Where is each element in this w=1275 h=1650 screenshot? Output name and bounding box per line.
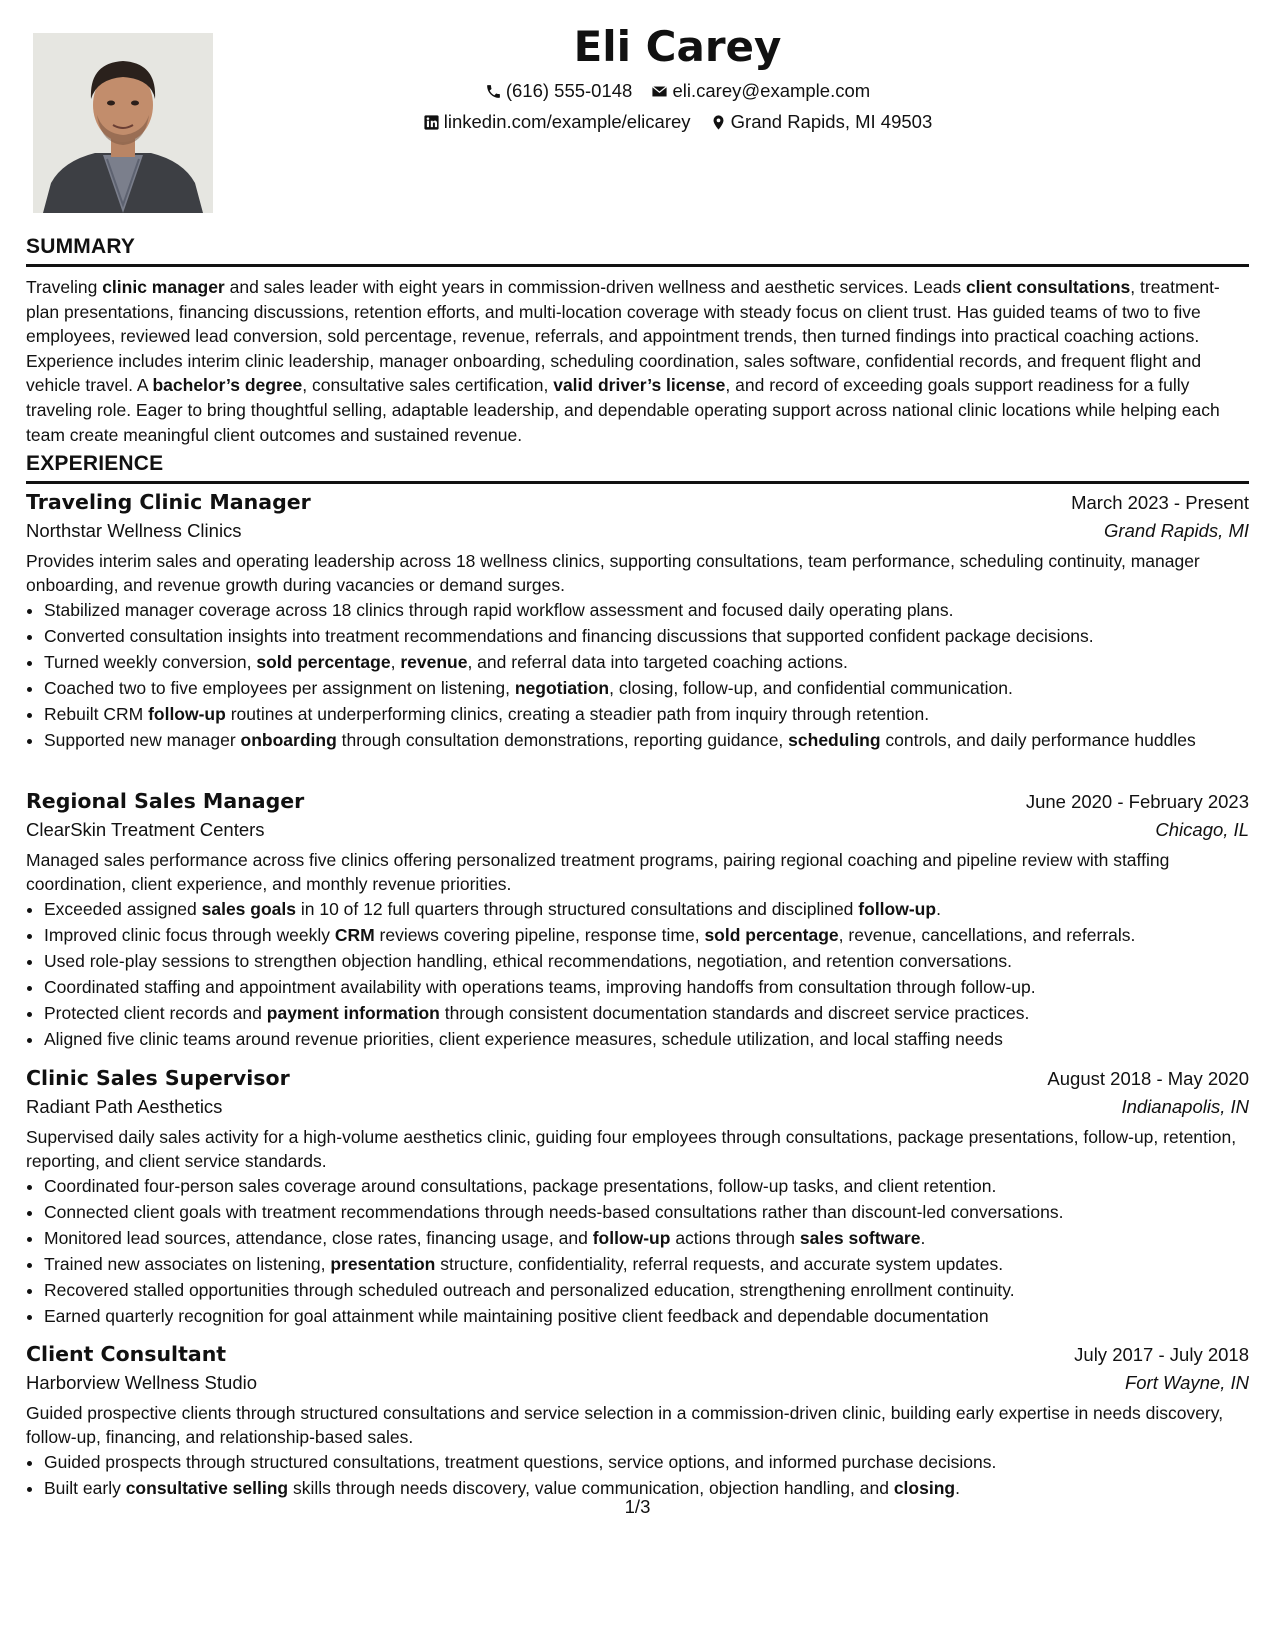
text-run: skills through needs discovery, value communication, objection handling, and <box>288 1478 894 1499</box>
text-run: Turned weekly conversion, <box>44 652 257 673</box>
phone-text: (616) 555-0148 <box>505 80 633 101</box>
bold-text: payment information <box>266 1003 440 1024</box>
list-item <box>44 677 1249 701</box>
job-bullets <box>26 1175 1249 1329</box>
text-run: Rebuilt CRM <box>44 704 149 725</box>
job-location: Indianapolis, IN <box>1121 1096 1249 1117</box>
text-run: Improved clinic focus through weekly <box>44 925 335 946</box>
job-location: Fort Wayne, IN <box>1124 1372 1249 1393</box>
list-item <box>44 1279 1249 1303</box>
job-description: Managed sales performance across five clinics offering personalized treatment programs, pairing regional coaching and pipeline review with staffing coordination, client experience, and monthly revenue priorities. <box>26 850 1170 894</box>
job-dates: July 2017 - July 2018 <box>1074 1344 1249 1365</box>
text-run: Traveling <box>26 277 103 297</box>
text-run: , and referral data into targeted coaching actions. <box>467 652 848 673</box>
contact-phone[interactable] <box>485 80 633 102</box>
job-entry <box>26 1066 1249 1331</box>
list-item <box>44 651 1249 675</box>
job-company: ClearSkin Treatment Centers <box>26 819 265 840</box>
text-run: , <box>390 652 401 673</box>
list-item <box>44 1451 1249 1475</box>
text-run: , consultative sales certification, <box>302 375 554 396</box>
linkedin-text: linkedin.com/example/elicarey <box>443 111 691 132</box>
bold-text: scheduling <box>788 730 881 751</box>
job-subheader <box>26 1372 1249 1394</box>
text-run: reviews covering pipeline, response time, <box>374 925 705 946</box>
bold-text: sold percentage <box>256 652 391 673</box>
list-item <box>44 976 1249 1000</box>
contact-location <box>710 111 933 133</box>
text-run: Coordinated staffing and appointment availability with operations teams, improving handoffs from consultation through follow-up. <box>44 977 1036 998</box>
text-run: controls, and daily performance huddles <box>880 730 1196 751</box>
job-bullets <box>26 1451 1249 1501</box>
text-run: Guided prospects through structured consultations, treatment questions, service options, and informed purchase decisions. <box>44 1452 997 1473</box>
job-dates: August 2018 - May 2020 <box>1047 1068 1249 1089</box>
text-run: structure, confidentiality, referral requests, and accurate system updates. <box>435 1254 1004 1275</box>
list-item <box>44 1201 1249 1225</box>
text-run: actions through <box>670 1228 800 1249</box>
bold-text: revenue <box>400 652 468 673</box>
bold-text: bachelor’s degree <box>152 375 303 396</box>
job-title: Clinic Sales Supervisor <box>26 1066 290 1090</box>
job-location: Chicago, IL <box>1155 819 1249 840</box>
linkedin-icon <box>423 114 440 131</box>
job-entry <box>26 490 1249 755</box>
job-entry <box>26 789 1249 1054</box>
list-item <box>44 1028 1249 1052</box>
job-header <box>26 1066 1249 1090</box>
job-company: Northstar Wellness Clinics <box>26 520 242 541</box>
text-run: Converted consultation insights into treatment recommendations and financing discussions that supported confident package decisions. <box>44 626 1094 647</box>
job-location: Grand Rapids, MI <box>1104 520 1249 541</box>
list-item <box>44 1175 1249 1199</box>
job-subheader <box>26 819 1249 841</box>
bold-text: follow-up <box>592 1228 671 1249</box>
job-dates: June 2020 - February 2023 <box>1025 791 1249 812</box>
email-text: eli.carey@example.com <box>672 80 871 101</box>
list-item <box>44 898 1249 922</box>
text-run: Monitored lead sources, attendance, close rates, financing usage, and <box>44 1228 593 1249</box>
text-run: and sales leader with eight years in commission-driven wellness and aesthetic services. Leads <box>224 277 966 297</box>
text-run: , closing, follow-up, and confidential communication. <box>609 678 1013 699</box>
location-text: Grand Rapids, MI 49503 <box>730 111 933 132</box>
job-description: Guided prospective clients through structured consultations and service selection in a commission-driven clinic, building early expertise in needs discovery, follow-up, financing, and relationship-based sales. <box>26 1403 1224 1447</box>
list-item <box>44 950 1249 974</box>
text-run: , treatment-plan presentations, financing discussions, retention efforts, and multi-location coverage with steady focus on client trust. Has guided teams of two to five employees, reviewed lead conversion, sold percentage, revenue, referrals, and appointment trends, then turned findings into practical coaching actions. Experience includes interim clinic leadership, manager onboarding, scheduling coordination, sales software, confidential records, and frequent flight and vehicle travel. A <box>26 277 1220 396</box>
job-company: Harborview Wellness Studio <box>26 1372 258 1393</box>
list-item <box>44 729 1249 753</box>
text-run: , and record of exceeding goals support readiness for a fully traveling role. Eager to bring thoughtful selling, adaptable leadership, and dependable operating support across national clinic locations while helping each team create meaningful client outcomes and sustained revenue. <box>26 375 1220 445</box>
job-bullets <box>26 898 1249 1052</box>
text-run: Recovered stalled opportunities through scheduled outreach and personalized education, strengthening enrollment continuity. <box>44 1280 1015 1301</box>
text-run: through consultation demonstrations, reporting guidance, <box>336 730 789 751</box>
envelope-icon <box>651 83 668 100</box>
bold-text: negotiation <box>514 678 610 699</box>
job-dates: March 2023 - Present <box>1071 492 1249 513</box>
bold-text: presentation <box>330 1254 436 1275</box>
summary-text <box>26 275 1249 447</box>
job-header <box>26 490 1249 514</box>
job-description: Supervised daily sales activity for a high-volume aesthetics clinic, guiding four employees through consultations, package presentations, follow-up, retention, reporting, and client service standards. <box>26 1127 1237 1171</box>
text-run: Earned quarterly recognition for goal attainment while maintaining positive client feedback and dependable documentation <box>44 1306 989 1327</box>
list-item <box>44 599 1249 623</box>
text-run: Used role-play sessions to strengthen objection handling, ethical recommendations, negotiation, and retention conversations. <box>44 951 1012 972</box>
summary-title: SUMMARY <box>26 235 1249 267</box>
job-header <box>26 789 1249 813</box>
bold-text: clinic manager <box>102 277 225 297</box>
job-entry <box>26 1342 1249 1503</box>
list-item <box>44 1305 1249 1329</box>
text-run: Supported new manager <box>44 730 241 751</box>
text-run: Protected client records and <box>44 1003 267 1024</box>
list-item <box>44 1253 1249 1277</box>
job-subheader <box>26 1096 1249 1118</box>
job-title: Traveling Clinic Manager <box>26 490 311 514</box>
bold-text: valid driver’s license <box>553 375 726 396</box>
experience-title: EXPERIENCE <box>26 452 1249 484</box>
text-run: Trained new associates on listening, <box>44 1254 331 1275</box>
text-run: Coordinated four-person sales coverage around consultations, package presentations, follow-up tasks, and client retention. <box>44 1176 997 1197</box>
contact-row-2 <box>0 111 1275 136</box>
text-run: Stabilized manager coverage across 18 clinics through rapid workflow assessment and focused daily operating plans. <box>44 600 954 621</box>
phone-icon <box>485 83 502 100</box>
text-run: Built early <box>44 1478 126 1499</box>
list-item <box>44 1002 1249 1026</box>
job-company: Radiant Path Aesthetics <box>26 1096 223 1117</box>
bold-text: CRM <box>334 925 375 946</box>
bold-text: follow-up <box>148 704 226 725</box>
bold-text: sold percentage <box>704 925 839 946</box>
bold-text: follow-up <box>858 899 937 920</box>
contact-email[interactable] <box>651 80 870 102</box>
text-run: . <box>936 899 941 920</box>
text-run: Coached two to five employees per assignment on listening, <box>44 678 515 699</box>
contact-linkedin[interactable] <box>423 111 691 133</box>
page-number: 1/3 <box>624 1496 651 1517</box>
job-title: Regional Sales Manager <box>26 789 305 813</box>
list-item <box>44 703 1249 727</box>
text-run: routines at underperforming clinics, creating a steadier path from inquiry through retention. <box>225 704 930 725</box>
text-run: through consistent documentation standards and discreet service practices. <box>439 1003 1030 1024</box>
text-run: . <box>920 1228 926 1249</box>
text-run: Connected client goals with treatment recommendations through needs-based consultations rather than discount-led conversations. <box>44 1202 1064 1223</box>
candidate-name: Eli Carey <box>573 22 782 71</box>
bold-text: sales software <box>799 1228 921 1249</box>
job-title: Client Consultant <box>26 1342 227 1366</box>
list-item <box>44 924 1249 948</box>
list-item <box>44 1227 1249 1251</box>
job-subheader <box>26 520 1249 542</box>
text-run: . <box>955 1478 960 1499</box>
list-item <box>44 625 1249 649</box>
text-run: in 10 of 12 full quarters through structured consultations and disciplined <box>296 899 859 920</box>
bold-text: consultative selling <box>125 1478 289 1499</box>
map-pin-icon <box>710 114 727 131</box>
bold-text: onboarding <box>240 730 337 751</box>
contact-row-1 <box>0 80 1275 105</box>
text-run: Exceeded assigned <box>44 899 202 920</box>
bold-text: closing <box>893 1478 956 1499</box>
experience-section <box>26 452 1249 484</box>
job-header <box>26 1342 1249 1366</box>
text-run: Aligned five clinic teams around revenue priorities, client experience measures, schedule utilization, and local staffing needs <box>44 1029 1003 1050</box>
job-description: Provides interim sales and operating leadership across 18 wellness clinics, supporting consultations, team performance, scheduling continuity, manager onboarding, and revenue growth during vacancies or demand surges. <box>26 551 1200 595</box>
bold-text: client consultations <box>965 277 1131 297</box>
text-run: , revenue, cancellations, and referrals. <box>838 925 1136 946</box>
bold-text: sales goals <box>201 899 296 920</box>
summary-section <box>26 235 1249 447</box>
job-bullets <box>26 599 1249 753</box>
